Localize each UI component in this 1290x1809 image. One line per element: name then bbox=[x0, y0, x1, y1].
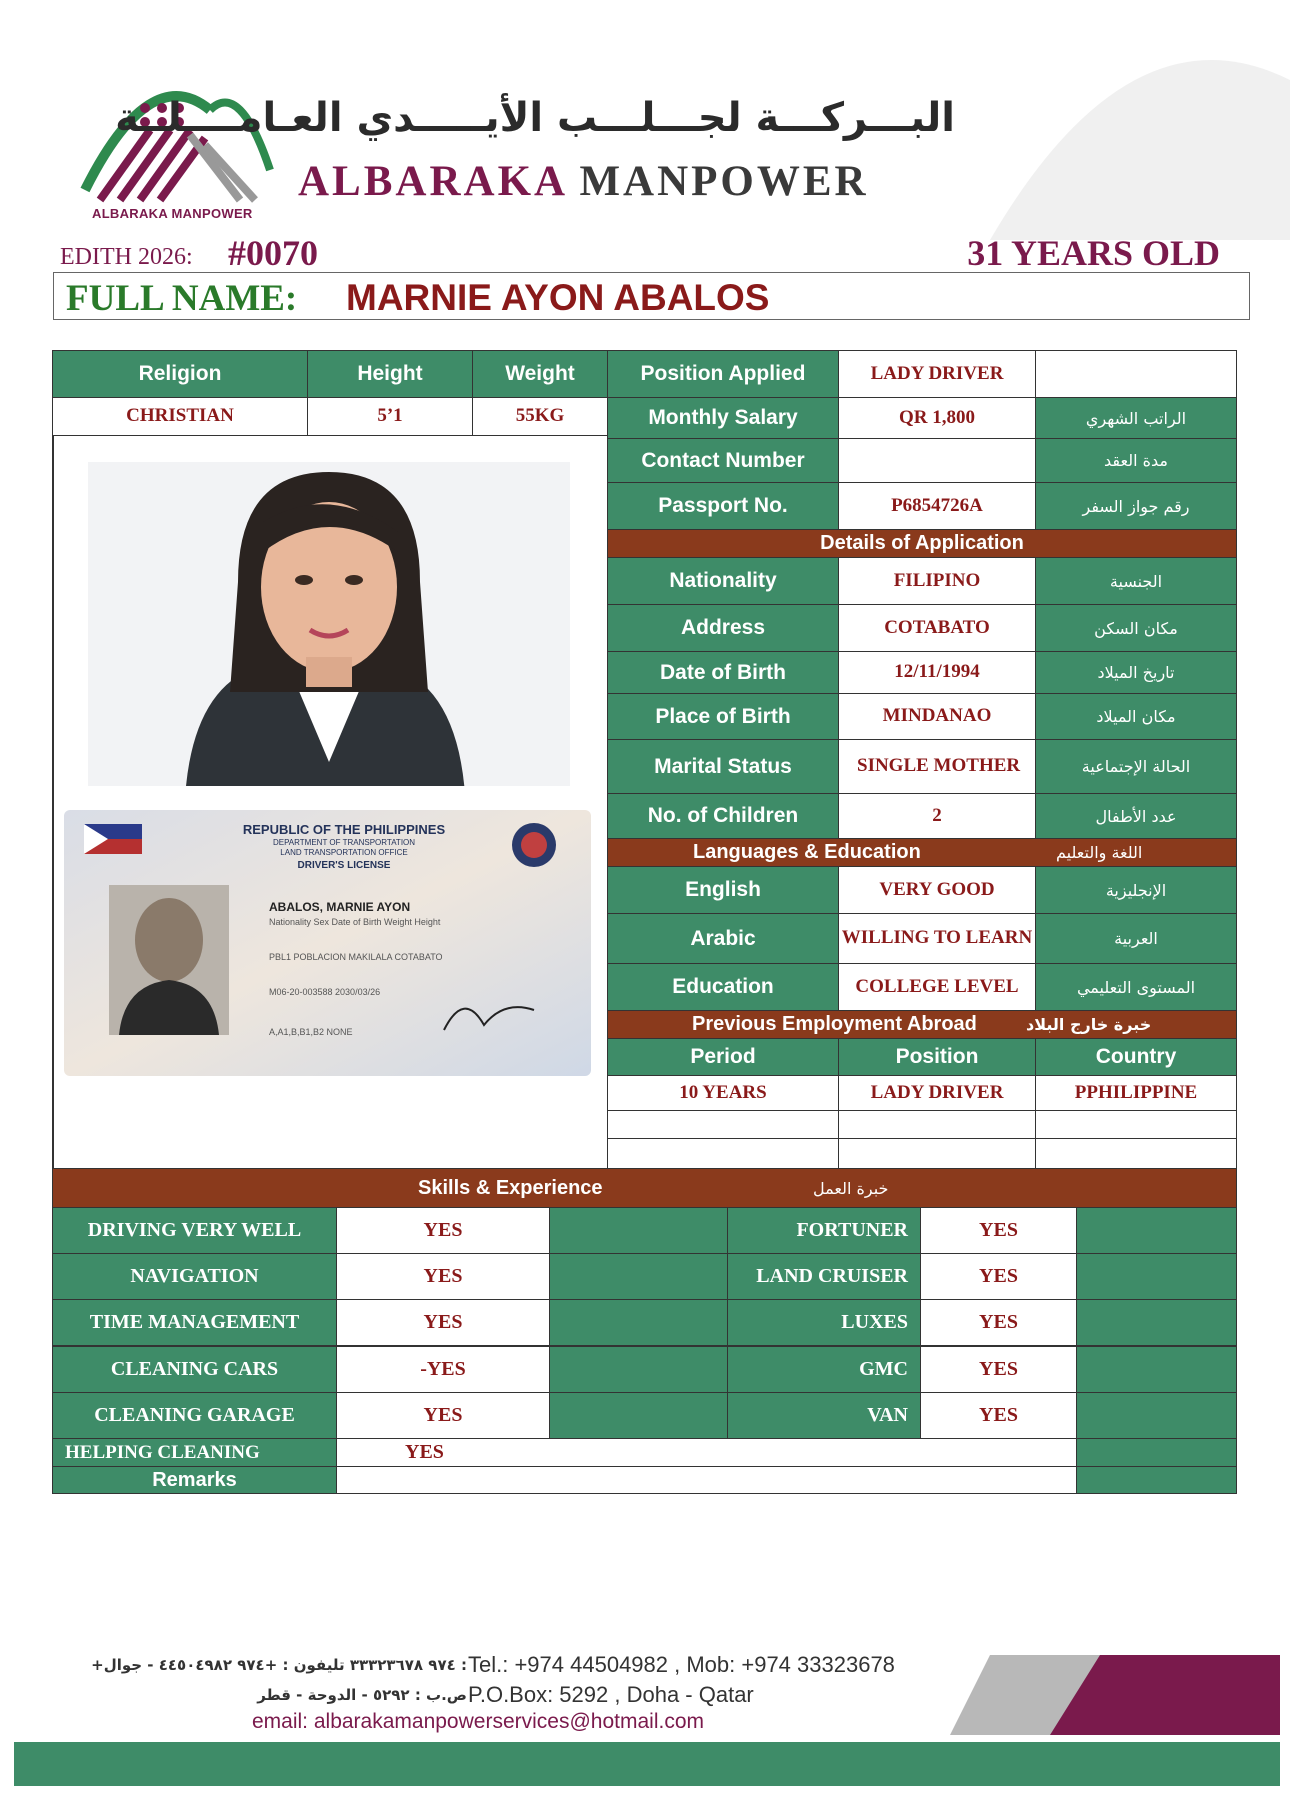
svg-text:PBL1 POBLACION MAKILALA COTABA: PBL1 POBLACION MAKILALA COTABATO bbox=[269, 952, 443, 962]
passport-header: Passport No. bbox=[607, 482, 839, 530]
svg-text:M06-20-003588 2030/03/26: M06-20-003588 2030/03/26 bbox=[269, 987, 381, 997]
watermark-arch-icon bbox=[970, 20, 1290, 240]
language-value: VERY GOOD bbox=[838, 866, 1036, 914]
emp-empty-cell bbox=[607, 1110, 839, 1139]
license-type: DRIVER'S LICENSE bbox=[297, 860, 391, 871]
remarks-empty bbox=[1076, 1466, 1237, 1494]
footer-arabic-phone: +٩٧٤ ٣٣٣٢٣٦٧٨ تليفون : +٩٧٤ ٤٤٥٠٤٩٨٢ - جوال : bbox=[91, 1656, 467, 1674]
detail-arabic: الجنسية bbox=[1035, 557, 1237, 605]
footer-decor-icon bbox=[950, 1655, 1280, 1735]
remarks-label: Remarks bbox=[52, 1466, 337, 1494]
code-label: EDITH 2026: bbox=[60, 244, 193, 270]
weight-value: 55KG bbox=[472, 397, 608, 436]
detail-label: Place of Birth bbox=[607, 693, 839, 740]
language-label: English bbox=[607, 866, 839, 914]
detail-arabic: مكان الميلاد bbox=[1035, 693, 1237, 740]
vehicle-label: FORTUNER bbox=[727, 1207, 921, 1254]
emp-empty-cell bbox=[1035, 1110, 1237, 1139]
remarks-value bbox=[336, 1466, 1077, 1494]
height-value: 5’1 bbox=[307, 397, 473, 436]
position-value: LADY DRIVER bbox=[838, 350, 1036, 398]
emp-empty-cell bbox=[838, 1138, 1036, 1169]
skill-value: YES bbox=[336, 1207, 550, 1254]
contact-header: Contact Number bbox=[607, 438, 839, 483]
footer-bar bbox=[14, 1742, 1280, 1786]
emp-empty-cell bbox=[1035, 1138, 1237, 1169]
detail-value: MINDANAO bbox=[838, 693, 1036, 740]
language-arabic: العربية bbox=[1035, 913, 1237, 964]
emp-period-value: 10 YEARS bbox=[607, 1075, 839, 1111]
vehicle-value: YES bbox=[920, 1207, 1077, 1254]
emp-empty-cell bbox=[607, 1138, 839, 1169]
skill-empty-cell bbox=[549, 1207, 728, 1254]
full-name-value: MARNIE AYON ABALOS bbox=[346, 277, 770, 318]
emp-country-value: PPHILIPPINE bbox=[1035, 1075, 1237, 1111]
license-name: ABALOS, MARNIE AYON bbox=[269, 900, 411, 914]
vehicle-value: YES bbox=[920, 1346, 1077, 1393]
language-value: COLLEGE LEVEL bbox=[838, 963, 1036, 1011]
footer-email: email: albarakamanpowerservices@hotmail.com bbox=[252, 1710, 704, 1733]
employment-band bbox=[607, 1010, 1237, 1039]
language-label: Arabic bbox=[607, 913, 839, 964]
vehicle-label: LUXES bbox=[727, 1299, 921, 1346]
languages-band bbox=[607, 838, 1237, 867]
emp-empty-cell bbox=[838, 1110, 1036, 1139]
passport-arabic: رقم جواز السفر bbox=[1035, 482, 1237, 530]
vehicle-empty-cell bbox=[1076, 1207, 1237, 1254]
vehicle-value: YES bbox=[920, 1392, 1077, 1439]
vehicle-empty-cell bbox=[1076, 1392, 1237, 1439]
language-arabic: الإنجليزية bbox=[1035, 866, 1237, 914]
detail-value: 12/11/1994 bbox=[838, 651, 1036, 694]
svg-text:Nationality Sex Date of Bi: Nationality Sex Date of Birth Weight Height bbox=[269, 917, 441, 927]
languages-title-arabic: اللغة والتعليم bbox=[1056, 843, 1143, 862]
country-header: Country bbox=[1035, 1038, 1237, 1076]
contact-arabic: مدة العقد bbox=[1035, 438, 1237, 483]
salary-header: Monthly Salary bbox=[607, 397, 839, 439]
emp-position-value: LADY DRIVER bbox=[838, 1075, 1036, 1111]
vehicle-label: LAND CRUISER bbox=[727, 1253, 921, 1300]
language-arabic: المستوى التعليمي bbox=[1035, 963, 1237, 1011]
passport-value: P6854726A bbox=[838, 482, 1036, 530]
employment-title: Previous Employment Abroad bbox=[692, 1013, 977, 1035]
vehicle-label: GMC bbox=[727, 1346, 921, 1393]
helping-cleaning-label: HELPING CLEANING bbox=[52, 1438, 337, 1467]
skill-label: TIME MANAGEMENT bbox=[52, 1299, 337, 1346]
skills-title: Skills & Experience bbox=[418, 1176, 603, 1199]
vehicle-empty-cell bbox=[1076, 1299, 1237, 1346]
footer-pobox: P.O.Box: 5292 , Doha - Qatar bbox=[468, 1682, 754, 1707]
age: 31 YEARS OLD bbox=[967, 233, 1220, 273]
language-value: WILLING TO LEARN bbox=[838, 913, 1036, 964]
license-office-line: LAND TRANSPORTATION OFFICE bbox=[280, 847, 408, 857]
details-band bbox=[607, 529, 1237, 558]
license-title: REPUBLIC OF THE PHILIPPINES bbox=[242, 822, 446, 837]
skills-title-arabic: خبرة العمل bbox=[813, 1178, 889, 1198]
detail-arabic: الحالة الإجتماعية bbox=[1035, 739, 1237, 794]
details-title: Details of Application bbox=[820, 532, 1024, 554]
drivers-license-image bbox=[64, 810, 591, 1076]
detail-label: No. of Children bbox=[607, 793, 839, 839]
language-label: Education bbox=[607, 963, 839, 1011]
languages-title: Languages & Education bbox=[693, 841, 921, 863]
skill-empty-cell bbox=[549, 1346, 728, 1393]
footer-phone: Tel.: +974 44504982 , Mob: +974 33323678 bbox=[468, 1652, 895, 1677]
vehicle-value: YES bbox=[920, 1299, 1077, 1346]
skills-band bbox=[52, 1168, 1237, 1208]
detail-value: 2 bbox=[838, 793, 1036, 839]
skill-empty-cell bbox=[549, 1299, 728, 1346]
religion-value: CHRISTIAN bbox=[52, 397, 308, 436]
skill-label: DRIVING VERY WELL bbox=[52, 1207, 337, 1254]
vehicle-empty-cell bbox=[1076, 1253, 1237, 1300]
detail-value: FILIPINO bbox=[838, 557, 1036, 605]
detail-arabic: عدد الأطفال bbox=[1035, 793, 1237, 839]
vehicle-label: VAN bbox=[727, 1392, 921, 1439]
license-dept bbox=[194, 838, 494, 857]
vehicle-empty-cell bbox=[1076, 1346, 1237, 1393]
skill-value: YES bbox=[336, 1392, 550, 1439]
weight-header: Weight bbox=[472, 350, 608, 398]
employment-title-arabic: خبرة خارج البلاد bbox=[1026, 1015, 1152, 1034]
detail-value: COTABATO bbox=[838, 604, 1036, 652]
emp-position-header: Position bbox=[838, 1038, 1036, 1076]
detail-label: Address bbox=[607, 604, 839, 652]
license-dept-line: DEPARTMENT OF TRANSPORTATION bbox=[272, 838, 416, 847]
skill-value: YES bbox=[336, 1253, 550, 1300]
full-name-box bbox=[53, 272, 1250, 320]
period-header: Period bbox=[607, 1038, 839, 1076]
detail-arabic: مكان السكن bbox=[1035, 604, 1237, 652]
detail-label: Nationality bbox=[607, 557, 839, 605]
religion-header: Religion bbox=[52, 350, 308, 398]
skill-label: CLEANING GARAGE bbox=[52, 1392, 337, 1439]
company-name-english bbox=[298, 157, 869, 206]
position-extra bbox=[1035, 350, 1237, 398]
company-name-part-1: ALBARAKA bbox=[298, 158, 566, 205]
detail-arabic: تاريخ الميلاد bbox=[1035, 651, 1237, 694]
skill-label: CLEANING CARS bbox=[52, 1346, 337, 1393]
skill-value: YES bbox=[336, 1299, 550, 1346]
applicant-photo bbox=[88, 462, 570, 786]
contact-value bbox=[838, 438, 1036, 483]
company-name-arabic: البـــركـــة لجـــلـــب الأيـــــدي العـامــــلــة bbox=[115, 95, 955, 141]
code-value: #0070 bbox=[228, 233, 318, 273]
company-logo-icon bbox=[80, 70, 280, 220]
skill-value: -YES bbox=[336, 1346, 550, 1393]
salary-arabic: الراتب الشهري bbox=[1035, 397, 1237, 439]
logo-caption: ALBARAKA MANPOWER bbox=[92, 206, 253, 221]
full-name-label: FULL NAME: bbox=[66, 278, 298, 319]
detail-value: SINGLE MOTHER bbox=[838, 739, 1036, 794]
company-name-part-2: MANPOWER bbox=[579, 158, 869, 205]
skill-empty-cell bbox=[549, 1392, 728, 1439]
detail-label: Marital Status bbox=[607, 739, 839, 794]
skill-empty-cell bbox=[549, 1253, 728, 1300]
svg-text:A,A1,B,B1,B2 NONE: A,A1,B,B1,B2 NONE bbox=[269, 1027, 353, 1037]
helping-cleaning-value: YES bbox=[336, 1438, 1077, 1467]
footer-arabic-address: ص.ب : ٥٢٩٢ - الدوحة - قطر bbox=[257, 1686, 467, 1704]
vehicle-value: YES bbox=[920, 1253, 1077, 1300]
helping-cleaning-empty bbox=[1076, 1438, 1237, 1467]
position-header: Position Applied bbox=[607, 350, 839, 398]
height-header: Height bbox=[307, 350, 473, 398]
skill-label: NAVIGATION bbox=[52, 1253, 337, 1300]
salary-value: QR 1,800 bbox=[838, 397, 1036, 439]
detail-label: Date of Birth bbox=[607, 651, 839, 694]
